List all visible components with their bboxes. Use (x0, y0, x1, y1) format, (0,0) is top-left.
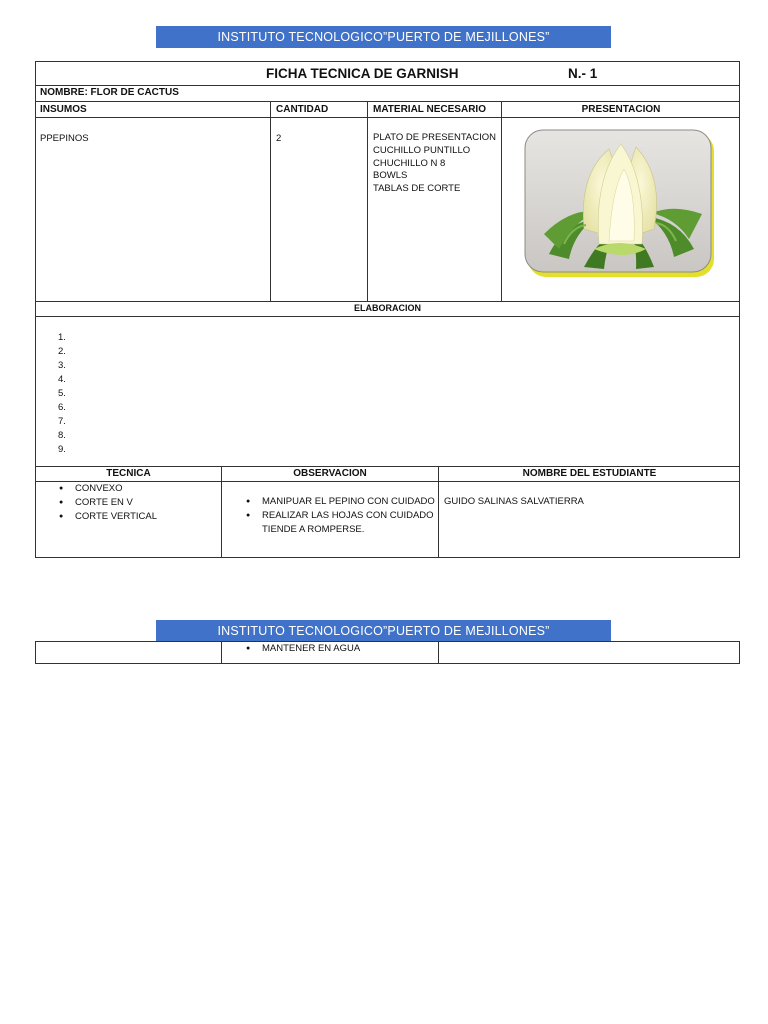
list-item: ● MANIPUAR EL PEPINO CON CUIDADO (246, 495, 436, 509)
divider (438, 642, 439, 663)
list-item: 3. (58, 360, 66, 371)
list-item: 9. (58, 444, 66, 455)
list-item: PLATO DE PRESENTACION (373, 132, 496, 143)
divider (501, 101, 502, 301)
list-item: ● CONVEXO (59, 482, 157, 496)
tecnica-list (59, 482, 157, 524)
list-item: 5. (58, 388, 66, 399)
divider (221, 642, 222, 663)
header-insumos: INSUMOS (40, 104, 87, 115)
insumos-value: PPEPINOS (40, 133, 89, 144)
list-item: CUCHILLO PUNTILLO (373, 144, 471, 156)
divider (36, 85, 739, 86)
divider (36, 117, 739, 118)
header-estudiante: NOMBRE DEL ESTUDIANTE (522, 468, 657, 479)
header-observacion: OBSERVACION (293, 468, 367, 479)
list-item: ● MANTENER EN AGUA (246, 642, 360, 656)
list-item: TABLAS DE CORTE (373, 183, 461, 195)
divider (36, 316, 739, 317)
material-list (373, 132, 496, 196)
list-item: ● CORTE VERTICAL (59, 510, 157, 524)
divider (36, 466, 739, 467)
elaboracion-steps (58, 331, 66, 457)
cantidad-value: 2 (276, 133, 282, 144)
header-tecnica: TECNICA (106, 468, 151, 479)
institute-banner-page2: INSTITUTO TECNOLOGICO”PUERTO DE MEJILLONES” (156, 620, 611, 642)
list-item: 6. (58, 402, 66, 413)
list-item: ● CORTE EN V (59, 496, 157, 510)
list-item: 4. (58, 374, 66, 385)
sheet-number: N.- 1 (568, 66, 598, 81)
elaboracion-header: ELABORACION (354, 303, 421, 313)
divider (367, 101, 368, 301)
list-item: 1. (58, 332, 66, 343)
list-item: 2. (58, 346, 66, 357)
continuation-table (35, 641, 740, 664)
recipe-name: NOMBRE: FLOR DE CACTUS (40, 87, 179, 98)
observacion-list (246, 495, 436, 537)
divider (438, 466, 439, 558)
header-cantidad: CANTIDAD (276, 104, 329, 115)
divider (36, 301, 739, 302)
divider (270, 101, 271, 301)
observacion-list-continued (246, 642, 360, 656)
list-item: BOWLS (373, 170, 408, 182)
divider (221, 466, 222, 558)
header-material: MATERIAL NECESARIO (373, 104, 486, 115)
list-item: CHUCHILLO N 8 (373, 157, 446, 169)
cactus-flower-photo (524, 129, 717, 279)
student-name: GUIDO SALINAS SALVATIERRA (444, 496, 584, 507)
divider (36, 101, 739, 102)
institute-banner: INSTITUTO TECNOLOGICO”PUERTO DE MEJILLONES” (156, 26, 611, 48)
header-presentacion: PRESENTACION (581, 104, 661, 115)
sheet-title: FICHA TECNICA DE GARNISH (266, 66, 459, 81)
list-item: 8. (58, 430, 66, 441)
list-item: ● REALIZAR LAS HOJAS CON CUIDADO TIENDE A ROMPERSE. (246, 509, 436, 537)
list-item: 7. (58, 416, 66, 427)
